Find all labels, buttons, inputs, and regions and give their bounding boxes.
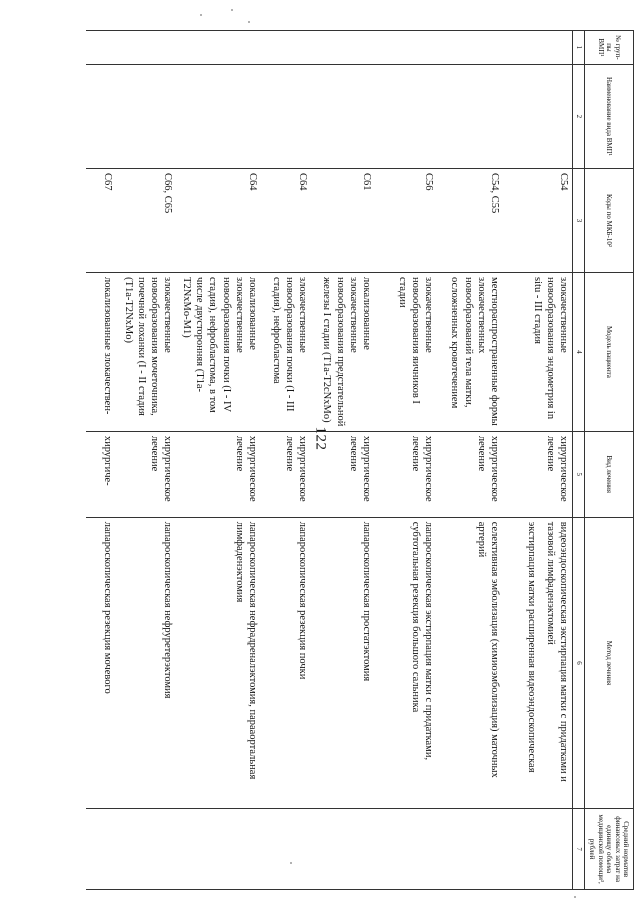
cell-patient-model: локализованные злокачественные новообразования предстательной железы I стадии (T1a-T2cNxMo) (311, 273, 375, 432)
header-patient-model: Модель пациента (585, 273, 634, 432)
cell-patient-model: злокачественные новообразования почки (I - III стадия), нефробластома (261, 273, 311, 432)
table-row (116, 31, 176, 890)
cell-icd-code: C66, C65 (116, 168, 176, 272)
treatment-method-text: селективная эмболизация (химиоэмболизация) маточных артерий (475, 521, 500, 778)
cell-treatment-method (176, 517, 261, 809)
cell-group-number (176, 31, 261, 65)
cell-icd-code: C64 (261, 168, 311, 272)
cell-group-number (261, 31, 311, 65)
cell-vmp-name (261, 64, 311, 168)
cell-patient-model: злокачественные новообразования эндометрия in situ - III стадия (503, 273, 573, 432)
table-row (261, 31, 311, 890)
treatment-method-text: лапароскопическая нефруретерэктомия (162, 521, 174, 699)
cell-patient-model: локализованные злокачествен- (86, 273, 116, 432)
cell-treatment-type: хирургическое лечение (503, 431, 573, 517)
table-row (86, 31, 116, 890)
page-number: 122 (312, 426, 329, 451)
cell-vmp-name (116, 64, 176, 168)
cell-cost (116, 809, 176, 890)
cell-treatment-type: хирургическое лечение (176, 431, 261, 517)
header-treatment-method: Метод лечения (585, 517, 634, 809)
cell-icd-code: C56 (375, 168, 437, 272)
cell-treatment-type: хирургическое лечение (437, 431, 503, 517)
cell-treatment-type: хирургическое лечение (311, 431, 375, 517)
cell-group-number (311, 31, 375, 65)
cell-cost (375, 809, 437, 890)
cell-treatment-method (116, 517, 176, 809)
vmp-table (86, 30, 634, 890)
table-row (311, 31, 375, 890)
column-number: 2 (573, 64, 585, 168)
cell-group-number (437, 31, 503, 65)
header-vmp-name: Наименование вида ВМП¹ (585, 64, 634, 168)
cell-vmp-name (86, 64, 116, 168)
table-row (176, 31, 261, 890)
column-number: 6 (573, 517, 585, 809)
table-row (437, 31, 503, 890)
treatment-method-text: лапароскопическая экстирпация матки с придатками, субтотальная резекция большого сальника (409, 521, 434, 761)
cell-vmp-name (437, 64, 503, 168)
cell-vmp-name (503, 64, 573, 168)
cell-treatment-method (86, 517, 116, 809)
cell-treatment-method (311, 517, 375, 809)
cell-treatment-method (503, 517, 573, 809)
table-row (375, 31, 437, 890)
cell-group-number (503, 31, 573, 65)
cell-icd-code: C54, C55 (437, 168, 503, 272)
cell-vmp-name (375, 64, 437, 168)
header-cost-standard: Средний норматив финансовых затрат на единицу объема медицинской помощи³, рублей (585, 809, 634, 890)
header-icd-codes: Коды по МКБ-10² (585, 168, 634, 272)
header-group-number: № груп-пы ВМП¹ (585, 31, 634, 65)
cell-patient-model: локализованные злокачественные новообразования почки (I - IV стадия), нефробластома, в том числе двусторонняя (T1a-T2NxMo-M1) (176, 273, 261, 432)
cell-treatment-type: хирургиче- (86, 431, 116, 517)
column-number: 4 (573, 273, 585, 432)
cell-cost (437, 809, 503, 890)
cell-treatment-method (261, 517, 311, 809)
cell-patient-model: местнораспространенные формы злокачественных новообразований тела матки, осложненных кровотечением (437, 273, 503, 432)
treatment-method-text: экстирпация матки расширенная видеоэндоскопическая (526, 521, 538, 773)
cell-cost (311, 809, 375, 890)
cell-icd-code: C54 (503, 168, 573, 272)
table-header-row (585, 31, 634, 890)
header-treatment-type: Вид лечения (585, 431, 634, 517)
cell-cost (261, 809, 311, 890)
cell-vmp-name (311, 64, 375, 168)
cell-treatment-type: хирургическое лечение (261, 431, 311, 517)
cell-treatment-type: хирургическое лечение (116, 431, 176, 517)
table-row (503, 31, 573, 890)
cell-group-number (375, 31, 437, 65)
cell-cost (86, 809, 116, 890)
column-number: 1 (573, 31, 585, 65)
cell-treatment-type: хирургическое лечение (375, 431, 437, 517)
treatment-method-text: лапароскопическая резекция почки (296, 521, 308, 680)
treatment-method-text: видеоэндоскопическая экстирпация матки с придатками и тазовой лимфаденэктомией (545, 521, 570, 782)
treatment-method-text: лапароскопическая нефрадреналэктомия, парааортальная лимфаденэктомия (233, 521, 258, 780)
cell-group-number (86, 31, 116, 65)
column-number: 3 (573, 168, 585, 272)
treatment-method-text: лапароскопическая резекция мочевого (102, 521, 114, 694)
cell-treatment-method (437, 517, 503, 809)
cell-icd-code: C64 (176, 168, 261, 272)
column-number: 5 (573, 431, 585, 517)
cell-icd-code: C61 (311, 168, 375, 272)
column-number-row (573, 31, 585, 890)
column-number: 7 (573, 809, 585, 890)
cell-patient-model: злокачественные новообразования мочеточника, почечной лоханки (I - II стадия (T1a-T2NxMo) (116, 273, 176, 432)
cell-patient-model: злокачественные новообразования яичников I стадии (375, 273, 437, 432)
treatment-method-text: лапароскопическая простатэктомия (360, 521, 372, 682)
cell-cost (176, 809, 261, 890)
cell-icd-code: C67 (86, 168, 116, 272)
cell-group-number (116, 31, 176, 65)
cell-treatment-method (375, 517, 437, 809)
cell-vmp-name (176, 64, 261, 168)
cell-cost (503, 809, 573, 890)
